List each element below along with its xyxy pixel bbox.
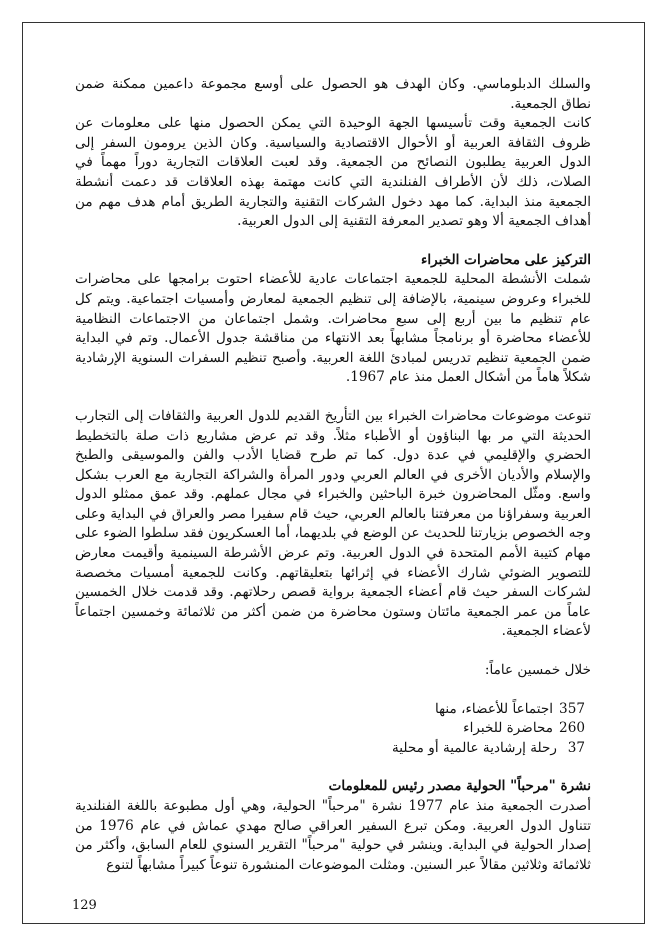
page-number: 129	[72, 898, 97, 913]
stats-list	[75, 700, 585, 759]
stats-intro: خلال خمسين عاماً:	[484, 662, 591, 679]
stat-label: رحلة إرشادية عالمية أو محلية	[392, 739, 557, 756]
stat-label: محاضرة للخبراء	[463, 720, 554, 737]
list-item	[75, 739, 585, 759]
page-body	[75, 75, 591, 875]
activities-paragraph: شملت الأنشطة المحلية للجمعية اجتماعات عادية للأعضاء احتوت برامجها على محاضرات للخبراء وعروض سينمية، بالإضافة إلى تنظيم الجمعية لمعارض وأمسيات اجتماعية. ويتم كل عام تنظيم ما بين أربع إلى سبع محاضرات. وشمل اجتماعان من الاجتماعات النظامية للأعضاء محاضرة أو برنامجاً مشابهاً بعد الانتهاء من مناقشة جدول الأعمال. وتم في البداية ضمن الجمعية تنظيم تدريس لمبادئ اللغة العربية. وأصبح تنظيم السفرات السنوية الإرشادية شكلاً هاماً من أشكال العمل منذ عام 1967.	[75, 271, 591, 386]
section-heading-lectures: التركيز على محاضرات الخبراء	[420, 251, 591, 268]
list-item	[75, 700, 585, 720]
intro-paragraph: والسلك الدبلوماسي. وكان الهدف هو الحصول على أوسع مجموعة داعمين ممكنة ضمن نطاق الجمعية.	[75, 76, 591, 112]
list-item	[75, 719, 585, 739]
topics-paragraph: تنوعت موضوعات محاضرات الخبراء بين التأريخ القديم للدول العربية والثقافات إلى التجارب الحديثة التي مر بها البناؤون أو الأطباء مثلاً. وقد تم عرض مشاريع ذات صلة بالتخطيط الحضري والإقليمي في عدة دول. كما تم طرح قضايا الأدب والفن والموسيقى والطبخ والإسلام والأديان الأخرى في العالم العربي ودور المرأة والشراكة التجارية مع العرب بشكل واسع. ومثّل المحاضرون خبرة الباحثين والخبراء في مجال عملهم. وقد عمق ممثلو الدول العربية وسفراؤنا من معرفتنا بالعالم العربي، حيث قام سفيرا مصر والعراق في البداية وعلى وجه الخصوص بزيارتنا للحديث عن الوضع في بلديهما، أما العسكريون فقد سلطوا الضوء على مهام كتيبة الأمم المتحدة في الدول العربية. وتم عرض الأشرطة السينمية وأقيمت معارض للتصوير الضوئي شارك الأعضاء في إثرائها بتعليقاتهم. وكانت للجمعية أمسيات مخصصة لشركات السفر حيث قام أعضاء الجمعية برواية قصص رحلاتهم. وقد قدمت خلال الخمسين عاماً من عمر الجمعية مائتان وستون محاضرة من ضمن أكثر من ثلاثمائة وخمسين اجتماعاً لأعضاء الجمعية.	[75, 407, 591, 640]
publication-paragraph: أصدرت الجمعية منذ عام 1977 نشرة "مرحباً" الحولية، وهي أول مطبوعة باللغة الفنلندية تتناول الدول العربية. ومكن تبرع السفير العراقي صالح مهدي عماش في عام 1976 من إصدار الحولية في البداية. وينشر في حولية "مرحباً" التقرير السنوي للعام السابق، وأكثر من ثلاثمائة وثلاثين مقالاً عبر السنين. ومثلت الموضوعات المنشورة تنوعاً كبيراً مشابهاً لتنوع	[75, 798, 591, 873]
stat-label: اجتماعاً للأعضاء، منها	[435, 700, 554, 717]
section-heading-marhaban: نشرة "مرحباً" الحولية مصدر رئيس للمعلومات	[328, 778, 591, 795]
stat-number: 260	[559, 720, 585, 737]
founding-paragraph: كانت الجمعية وقت تأسيسها الجهة الوحيدة التي يمكن الحصول منها على معلومات عن ظروف الثقافة العربية أو الأحوال الاقتصادية والسياسية. وكان الذين يرومون السفر إلى الدول العربية يطلبون النصائح من الجمعية. وقد لعبت العلاقات التجارية دوراً مهماً في الصلات، ذلك لأن الأطراف الفنلندية التي كانت مهتمة بهذه العلاقات قد دعمت أنشطة الجمعية منذ البداية. كما مهد دخول الشركات التقنية والتجارية الطريق أمام هدف مهم من أهداف الجمعية ألا وهو تصدير المعرفة التقنية إلى الدول العربية.	[75, 115, 591, 230]
stat-number: 37	[567, 739, 585, 756]
stat-number: 357	[559, 700, 585, 717]
